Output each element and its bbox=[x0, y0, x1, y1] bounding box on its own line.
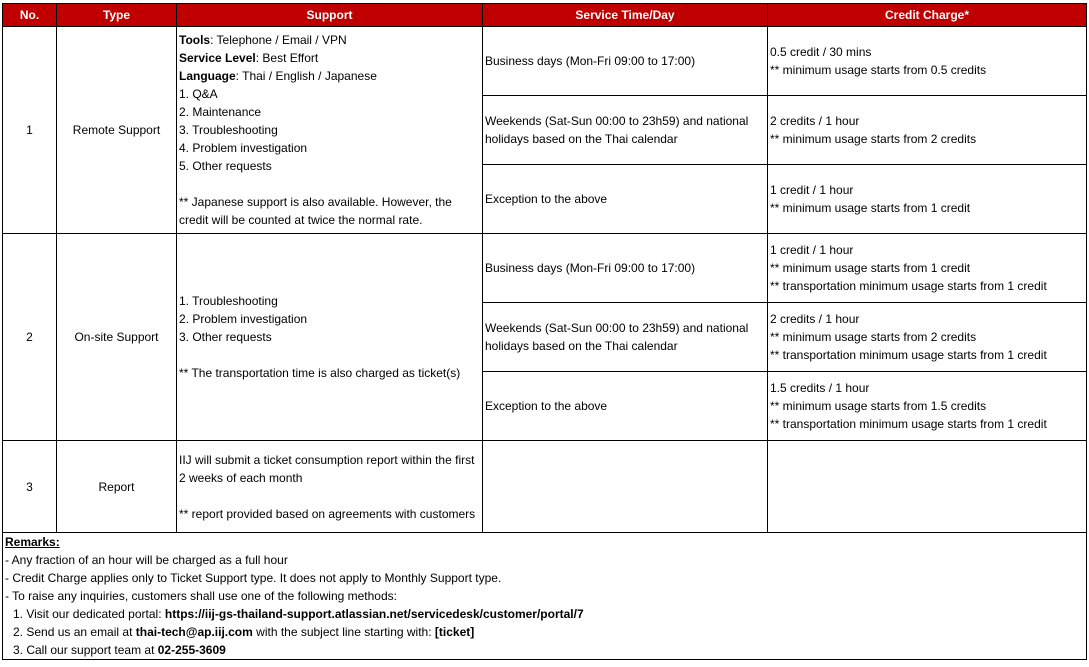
credit-line: ** transportation minimum usage starts from 1 credit bbox=[770, 279, 1047, 293]
list-item: 5. Other requests bbox=[179, 159, 272, 173]
credit-line: ** minimum usage starts from 2 credits bbox=[770, 132, 977, 146]
support-pricing-table bbox=[2, 3, 1087, 660]
service-time-cell: Weekends (Sat-Sun 00:00 to 23h59) and national holidays based on the Thai calendar bbox=[483, 303, 768, 372]
report-note: ** report provided based on agreements with customers bbox=[179, 506, 476, 521]
support-details bbox=[177, 441, 483, 533]
contact-method-portal bbox=[5, 605, 1084, 623]
credit-charge-cell bbox=[768, 27, 1087, 96]
support-note: ** The transportation time is also charged as ticket(s) bbox=[179, 366, 461, 380]
table-row bbox=[3, 27, 1087, 96]
contact-method-phone bbox=[5, 641, 1084, 659]
credit-line: 2 credits / 1 hour bbox=[770, 312, 860, 326]
tools-value: : Telephone / Email / VPN bbox=[210, 33, 347, 47]
header-row bbox=[3, 4, 1087, 27]
credit-line: ** minimum usage starts from 1 credit bbox=[770, 201, 971, 215]
remarks bbox=[3, 533, 1087, 660]
header-support: Support bbox=[177, 4, 483, 27]
service-level-label: Service Level bbox=[179, 51, 256, 65]
row-number: 2 bbox=[3, 234, 57, 441]
support-email[interactable]: thai-tech@ap.iij.com bbox=[135, 625, 253, 639]
credit-line: 0.5 credit / 30 mins bbox=[770, 45, 872, 59]
support-phone[interactable]: 02-255-3609 bbox=[157, 643, 226, 657]
subject-tag: [ticket] bbox=[434, 625, 475, 639]
language-value: : Thai / English / Japanese bbox=[235, 69, 377, 83]
method-label: 3. Call our support team at bbox=[13, 643, 158, 657]
credit-line: 1 credit / 1 hour bbox=[770, 183, 854, 197]
header-service-time: Service Time/Day bbox=[483, 4, 768, 27]
remarks-row bbox=[3, 533, 1087, 660]
method-label: with the subject line starting with: bbox=[252, 625, 435, 639]
service-time-cell bbox=[483, 441, 768, 533]
table-row bbox=[3, 234, 1087, 303]
credit-charge-cell bbox=[768, 303, 1087, 372]
support-note: ** Japanese support is also available. However, the credit will be counted at twice the normal rate. bbox=[179, 195, 452, 227]
credit-charge-cell bbox=[768, 165, 1087, 234]
credit-line: ** transportation minimum usage starts from 1 credit bbox=[770, 417, 1047, 431]
remark-line: - Any fraction of an hour will be charged as a full hour bbox=[5, 553, 288, 567]
list-item: 3. Other requests bbox=[179, 330, 272, 344]
report-text: IIJ will submit a ticket consumption report within the first 2 weeks of each month bbox=[179, 452, 475, 485]
credit-line: 2 credits / 1 hour bbox=[770, 114, 860, 128]
row-number: 3 bbox=[3, 441, 57, 533]
service-time-cell: Exception to the above bbox=[483, 165, 768, 234]
method-label: 2. Send us an email at bbox=[13, 625, 136, 639]
list-item: 1. Q&A bbox=[179, 87, 218, 101]
language-label: Language bbox=[179, 69, 236, 83]
credit-line: 1.5 credits / 1 hour bbox=[770, 381, 870, 395]
row-type: Report bbox=[57, 441, 177, 533]
remarks-title: Remarks: bbox=[5, 535, 60, 549]
contact-method-email bbox=[5, 623, 1084, 641]
table-row bbox=[3, 441, 1087, 533]
row-type: Remote Support bbox=[57, 27, 177, 234]
credit-line: ** transportation minimum usage starts from 1 credit bbox=[770, 348, 1047, 362]
list-item: 3. Troubleshooting bbox=[179, 123, 278, 137]
credit-charge-cell bbox=[768, 96, 1087, 165]
header-no: No. bbox=[3, 4, 57, 27]
credit-charge-cell bbox=[768, 372, 1087, 441]
header-type: Type bbox=[57, 4, 177, 27]
service-time-cell: Business days (Mon-Fri 09:00 to 17:00) bbox=[483, 27, 768, 96]
list-item: 2. Maintenance bbox=[179, 105, 262, 119]
credit-line: 1 credit / 1 hour bbox=[770, 243, 854, 257]
row-type: On-site Support bbox=[57, 234, 177, 441]
tools-label: Tools bbox=[179, 33, 211, 47]
credit-line: ** minimum usage starts from 2 credits bbox=[770, 330, 977, 344]
credit-line: ** minimum usage starts from 0.5 credits bbox=[770, 63, 987, 77]
method-label: 1. Visit our dedicated portal: bbox=[13, 607, 165, 621]
credit-charge-cell bbox=[768, 234, 1087, 303]
remark-line: - Credit Charge applies only to Ticket Support type. It does not apply to Monthly Support type. bbox=[5, 571, 502, 585]
credit-line: ** minimum usage starts from 1.5 credits bbox=[770, 399, 987, 413]
list-item: 2. Problem investigation bbox=[179, 312, 308, 326]
header-credit-charge: Credit Charge* bbox=[768, 4, 1087, 27]
support-details bbox=[177, 234, 483, 441]
credit-line: ** minimum usage starts from 1 credit bbox=[770, 261, 971, 275]
list-item: 4. Problem investigation bbox=[179, 141, 308, 155]
portal-link[interactable]: https://iij-gs-thailand-support.atlassian.net/servicedesk/customer/portal/7 bbox=[164, 607, 584, 621]
remark-line: - To raise any inquiries, customers shall use one of the following methods: bbox=[5, 589, 397, 603]
service-time-cell: Weekends (Sat-Sun 00:00 to 23h59) and national holidays based on the Thai calendar bbox=[483, 96, 768, 165]
service-level-value: : Best Effort bbox=[255, 51, 319, 65]
credit-charge-cell bbox=[768, 441, 1087, 533]
row-number: 1 bbox=[3, 27, 57, 234]
service-time-cell: Exception to the above bbox=[483, 372, 768, 441]
service-time-cell: Business days (Mon-Fri 09:00 to 17:00) bbox=[483, 234, 768, 303]
list-item: 1. Troubleshooting bbox=[179, 294, 278, 308]
support-details bbox=[177, 27, 483, 234]
